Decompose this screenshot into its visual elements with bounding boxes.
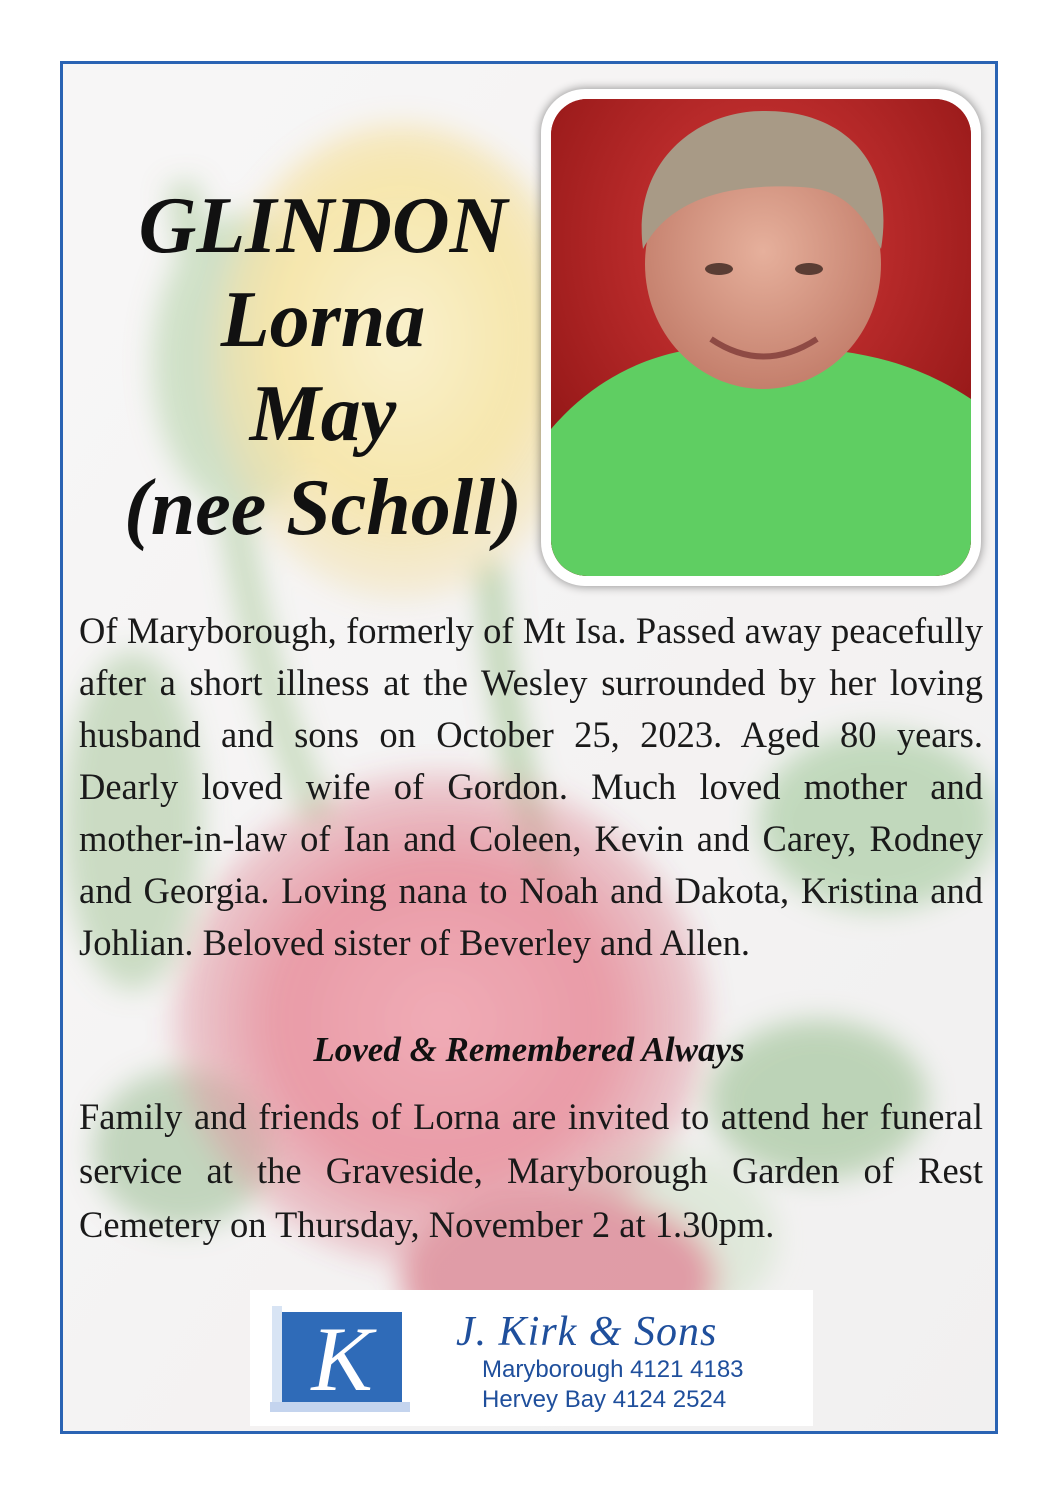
motto: Loved & Remembered Always — [313, 1030, 745, 1069]
notice-frame — [60, 61, 998, 1434]
hervey-bay-phone: Hervey Bay 4124 2524 — [482, 1386, 727, 1413]
surname: GLINDON — [138, 182, 508, 270]
service-details: Family and friends of Lorna are invited to attend her funeral service at the Graveside, Maryborough Garden of Rest Cemetery on Thursday, November 2 at 1.30pm. — [79, 1096, 983, 1245]
funeral-director-name: J. Kirk & Sons — [456, 1309, 718, 1355]
maiden-name: (nee Scholl) — [124, 464, 522, 552]
deceased-name-block — [93, 179, 553, 555]
kirk-k-logo-icon — [270, 1304, 410, 1414]
obituary-text: Of Maryborough, formerly of Mt Isa. Passed away peacefully after a short illness at the Wesley surrounded by her loving husband and sons on October 25, 2023. Aged 80 years. Dearly loved wife of Gordon. Much loved mother and mother-in-law of Ian and Coleen, Kevin and Carey, Rodney and Georgia. Loving nana to Noah and Dakota, Kristina and Johlian. Beloved sister of Beverley and Allen. — [79, 610, 983, 963]
given-name: Lorna — [220, 276, 426, 364]
maryborough-phone: Maryborough 4121 4183 — [482, 1356, 744, 1383]
logo-letter: K — [311, 1308, 373, 1410]
portrait-photo — [541, 89, 981, 586]
middle-name: May — [249, 370, 397, 458]
funeral-director-logo — [250, 1290, 813, 1426]
portrait-image — [551, 99, 971, 576]
